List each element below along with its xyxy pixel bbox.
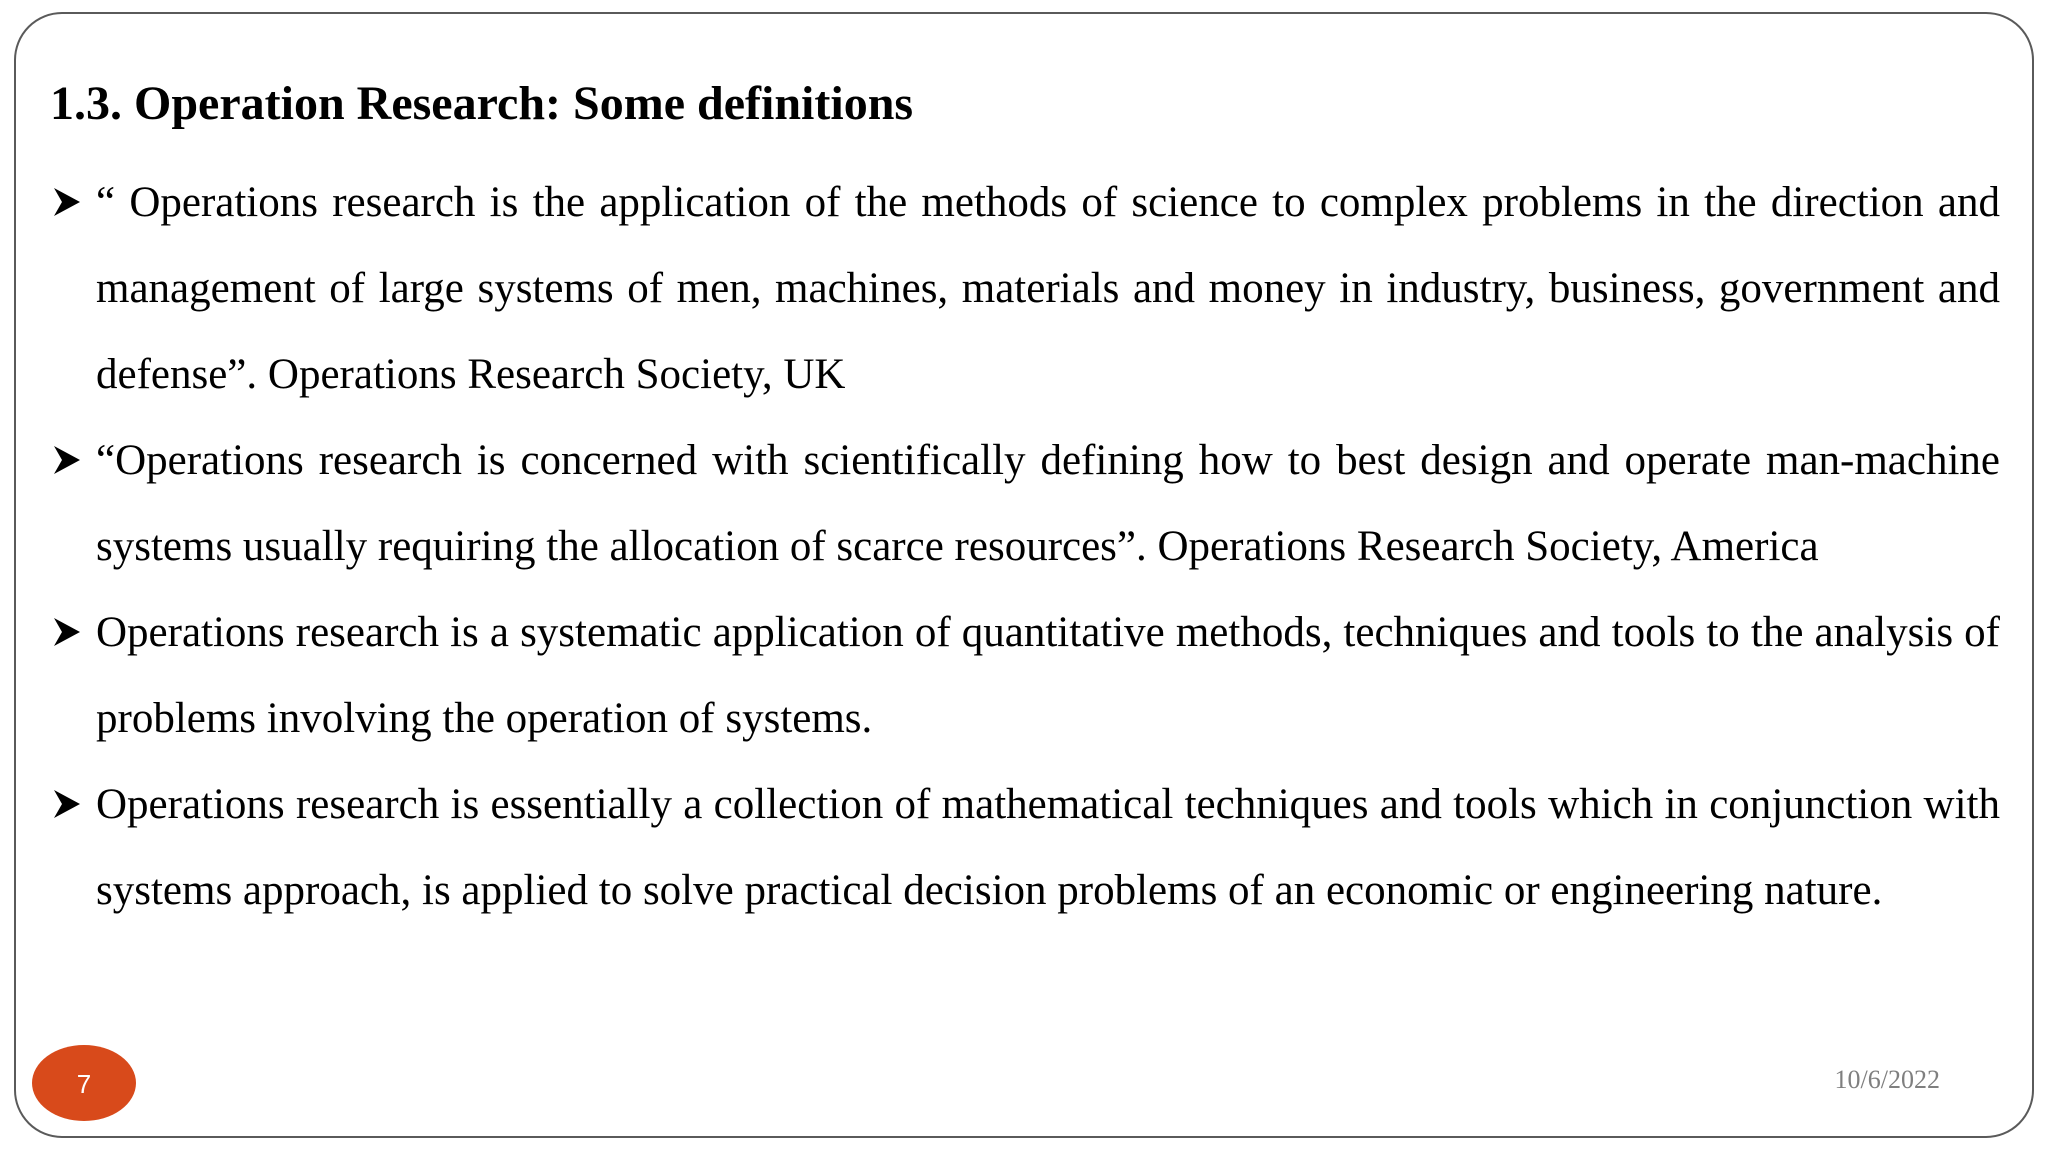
arrow-bullet-icon: [52, 786, 82, 822]
bullet-item: [50, 590, 2000, 762]
bullet-list: [50, 160, 2000, 934]
slide-title: 1.3. Operation Research: Some definitions: [50, 77, 914, 130]
bullet-item: [50, 160, 2000, 418]
bullet-item: [50, 762, 2000, 934]
bullet-text: “Operations research is concerned with scientifically defining how to best design and operate man-machine systems usually requiring the allocation of scarce resources”. Operations Research Society, America: [96, 437, 2000, 570]
page-number-badge: [32, 1045, 136, 1121]
arrow-bullet-icon: [52, 442, 82, 478]
page-number: 7: [76, 1069, 92, 1099]
bullet-item: [50, 418, 2000, 590]
slide-date: 10/6/2022: [1834, 1065, 1940, 1094]
arrow-bullet-icon: [52, 184, 82, 220]
bullet-text: “ Operations research is the application of the methods of science to complex problems in the direction and management of large systems of men, machines, materials and money in industry, business, government and defense”. Operations Research Society, UK: [96, 179, 2000, 398]
bullet-text: Operations research is essentially a collection of mathematical techniques and tools which in conjunction with systems approach, is applied to solve practical decision problems of an economic or engineering nature.: [96, 781, 2000, 914]
arrow-bullet-icon: [52, 614, 82, 650]
bullet-text: Operations research is a systematic application of quantitative methods, techniques and tools to the analysis of problems involving the operation of systems.: [96, 609, 2000, 742]
